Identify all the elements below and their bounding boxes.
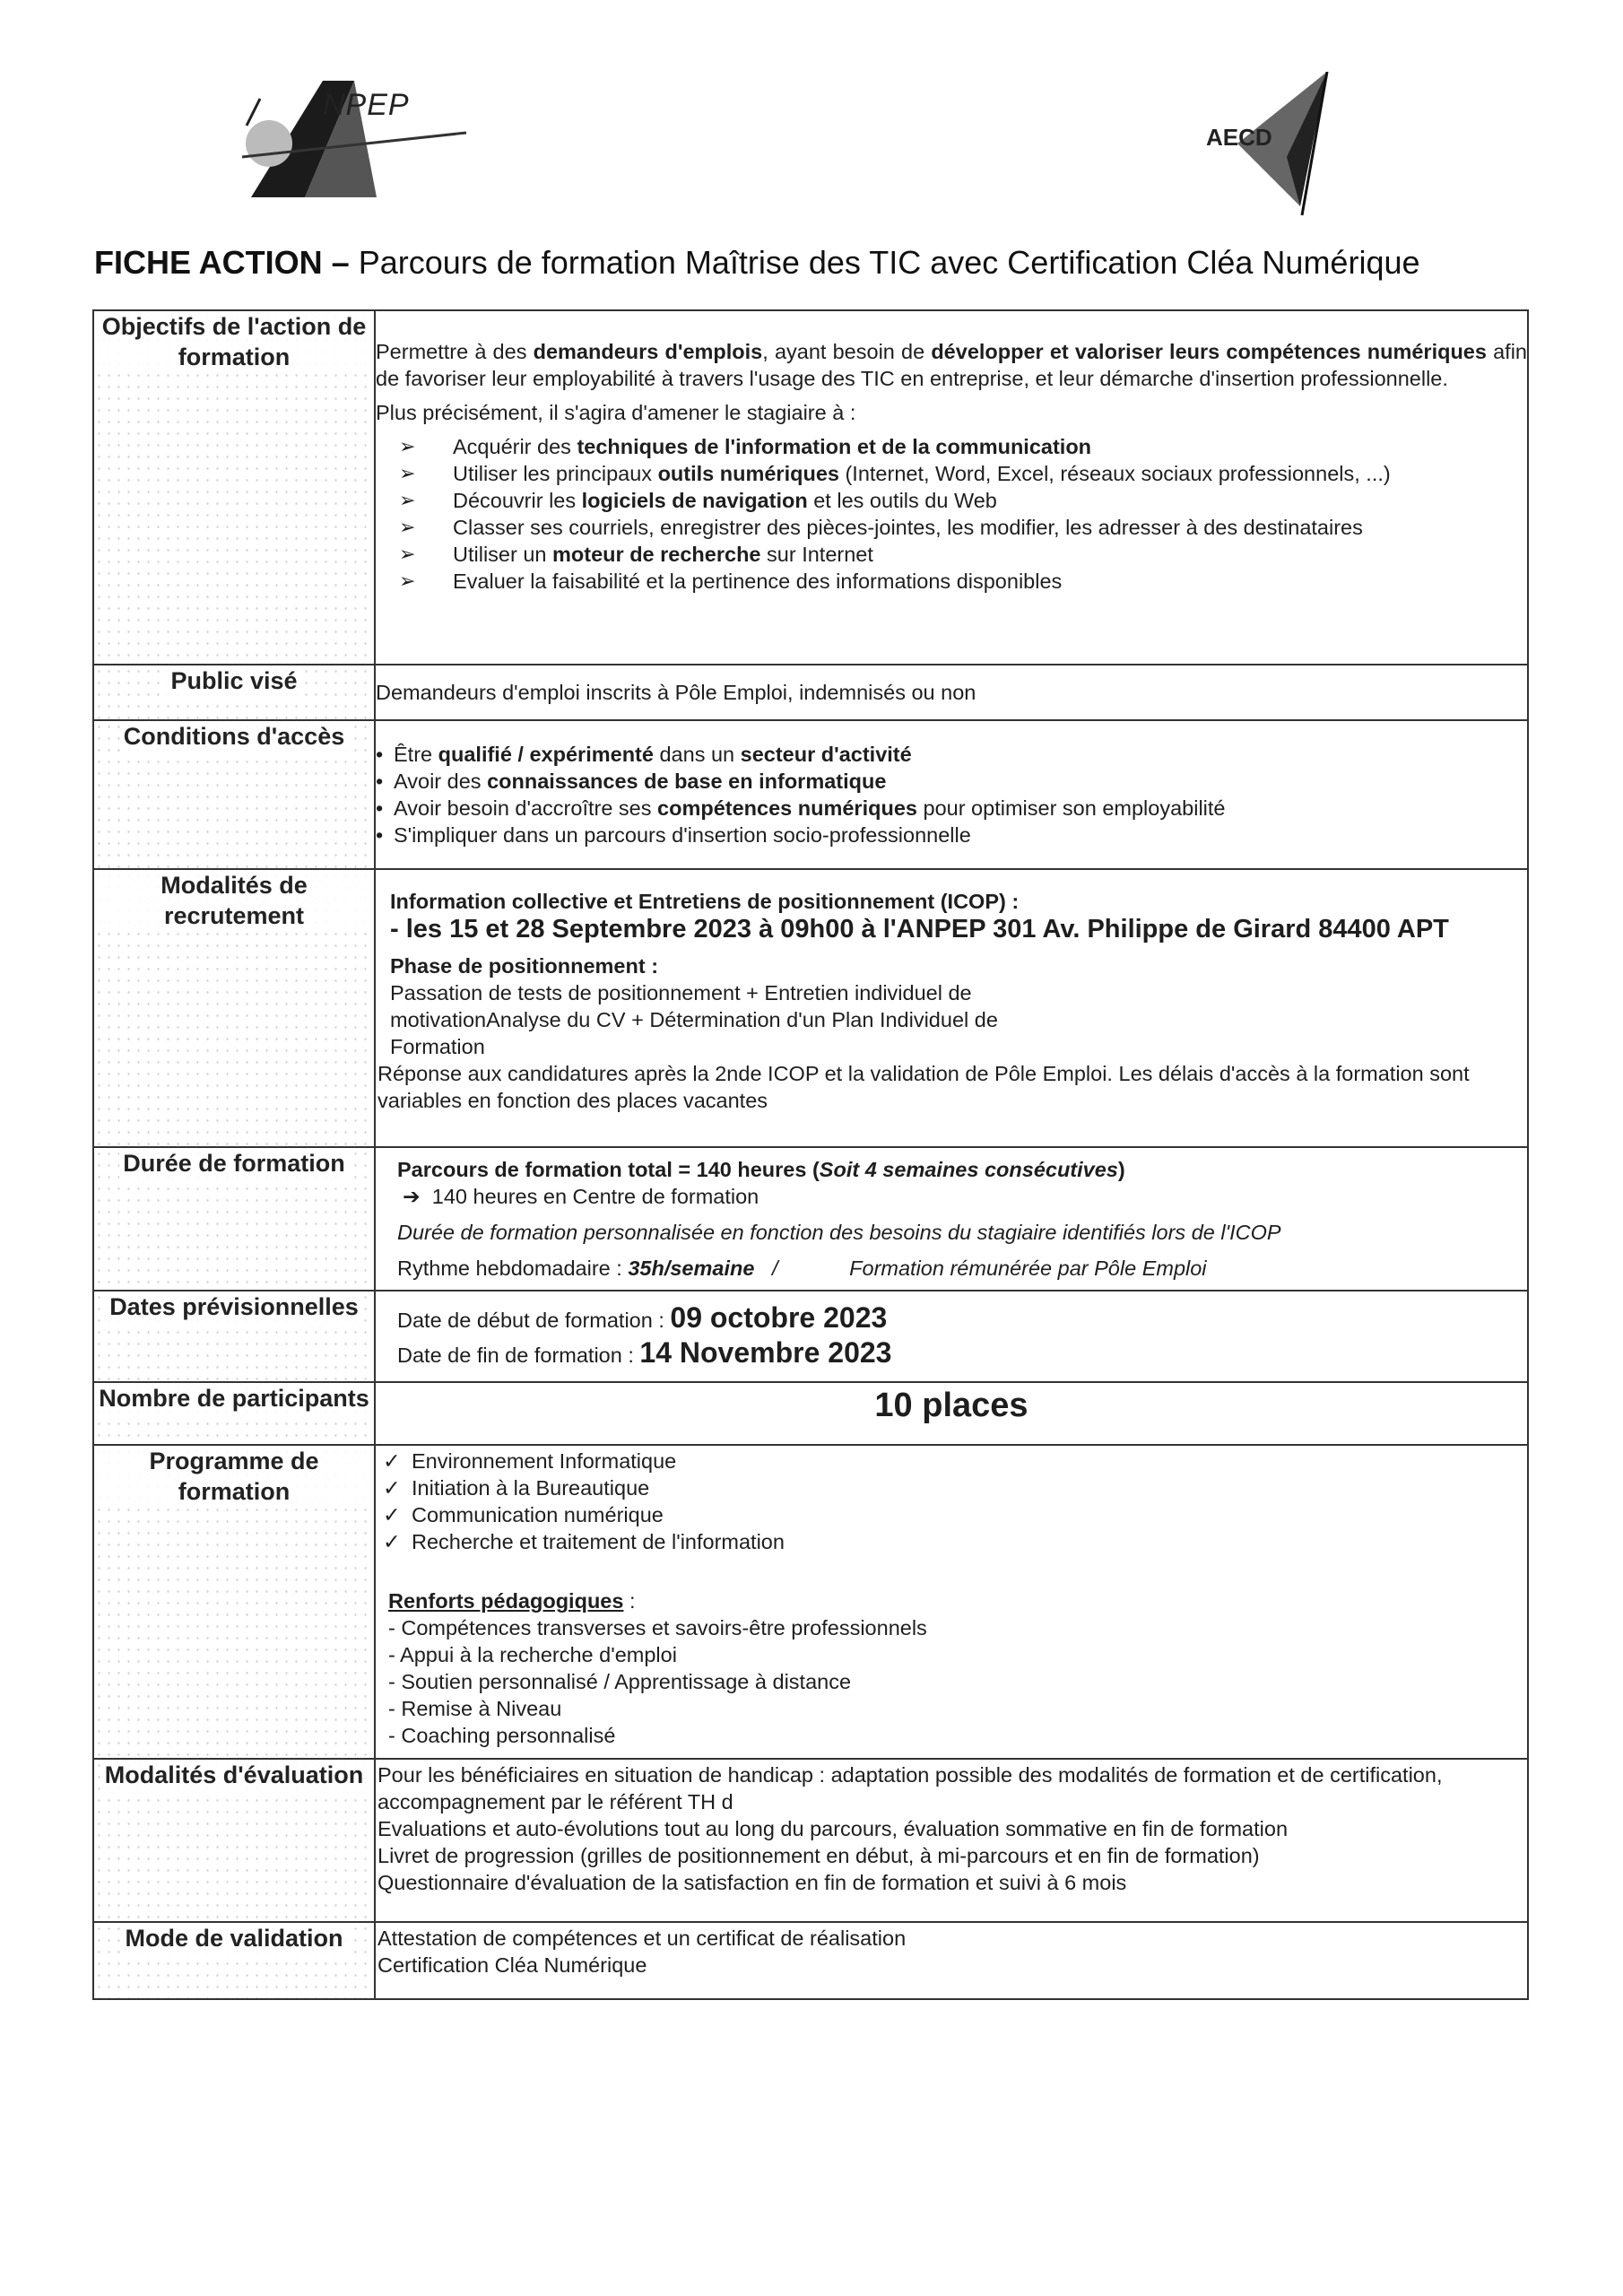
programme-modules <box>376 1448 1527 1555</box>
content-dates <box>375 1291 1528 1382</box>
list-item: ➢ Evaluer la faisabilité et la pertinence des informations disponibles <box>399 570 1063 593</box>
aecd-logo <box>1202 72 1336 224</box>
label-conditions: Conditions d'accès <box>93 720 375 869</box>
content-duree <box>375 1147 1528 1291</box>
duree-perso: Durée de formation personnalisée en fonction des besoins du stagiaire identifiés lors de l'ICOP <box>397 1221 1281 1244</box>
arrowhead-bullet-icon: ➢ <box>399 489 416 511</box>
list-item: - Remise à Niveau <box>388 1697 562 1720</box>
date-debut: Date de début de formation : 09 octobre 2023 <box>397 1301 888 1334</box>
label-participants: Nombre de participants <box>93 1382 375 1445</box>
check-mark-icon: ✓ <box>383 1449 401 1473</box>
list-item: ✓ Communication numérique <box>383 1503 664 1526</box>
content-programme <box>375 1445 1528 1759</box>
list-item: • Être qualifié / expérimenté dans un secteur d'activité <box>376 741 1527 768</box>
list-item: • Avoir besoin d'accroître ses compétences numériques pour optimiser son employabilité <box>376 795 1527 822</box>
date-fin: Date de fin de formation : 14 Novembre 2023 <box>397 1336 892 1369</box>
list-item: • Avoir des connaissances de base en informatique <box>376 768 1527 795</box>
icop-dates: - les 15 et 28 Septembre 2023 à 09h00 à l'ANPEP 301 Av. Philippe de Girard 84400 APT <box>390 915 1449 944</box>
label-dates: Dates prévisionnelles <box>93 1291 375 1382</box>
reponse-text: Réponse aux candidatures après la 2nde ICOP et la validation de Pôle Emploi. Les délais d'accès à la formation sont variables en fonction des places vacantes <box>378 1062 1470 1112</box>
icop-title: Information collective et Entretiens de positionnement (ICOP) : <box>390 890 1020 913</box>
evaluation-line: Pour les bénéficiaires en situation de handicap : adaptation possible des modalités de formation et de certification, accompagnement par le référent TH d <box>378 1763 1443 1813</box>
title-parcours: Parcours de formation Maîtrise des TIC avec Certification Cléa Numérique <box>358 244 1420 281</box>
list-item: ➢ Utiliser les principaux outils numériques (Internet, Word, Excel, réseaux sociaux professionnels, ...) <box>399 462 1391 485</box>
content-participants <box>375 1382 1528 1445</box>
list-item: ✓ Initiation à la Bureautique <box>383 1476 650 1500</box>
check-mark-icon: ✓ <box>383 1476 401 1500</box>
title-fiche-action: FICHE ACTION <box>94 244 323 281</box>
phase-text-1: Passation de tests de positionnement + Entretien individuel de <box>390 981 972 1004</box>
page-title <box>94 244 1547 282</box>
duree-rythme: Rythme hebdomadaire : 35h/semaine / Formation rémunérée par Pôle Emploi <box>397 1257 1207 1280</box>
content-validation <box>375 1922 1528 1999</box>
list-item: ➢ Classer ses courriels, enregistrer des pièces-jointes, les modifier, les adresser à des destinataires <box>399 516 1363 539</box>
label-validation: Mode de validation <box>93 1922 375 1999</box>
list-item: ➢ Utiliser un moteur de recherche sur Internet <box>399 543 873 566</box>
aecd-wordmark: AECD <box>1206 124 1272 151</box>
label-public: Public visé <box>93 665 375 720</box>
content-objectifs <box>375 310 1528 665</box>
objectifs-precisement: Plus précisément, il s'agira d'amener le stagiaire à : <box>376 401 856 424</box>
row-evaluation <box>93 1759 1528 1922</box>
content-recrutement <box>375 869 1528 1147</box>
validation-line: Certification Cléa Numérique <box>378 1953 647 1977</box>
content-public: Demandeurs d'emploi inscrits à Pôle Emploi, indemnisés ou non <box>375 665 1528 720</box>
phase-text-2: motivationAnalyse du CV + Détermination d'un Plan Individuel de <box>390 1008 998 1031</box>
row-conditions <box>93 720 1528 869</box>
arrowhead-bullet-icon: ➢ <box>399 462 416 484</box>
evaluation-line: Questionnaire d'évaluation de la satisfaction en fin de formation et suivi à 6 mois <box>378 1871 1127 1894</box>
list-item: - Compétences transverses et savoirs-être professionnels <box>388 1616 927 1639</box>
anpep-logo <box>197 72 484 206</box>
content-conditions <box>375 720 1528 869</box>
label-duree: Durée de formation <box>93 1147 375 1291</box>
row-duree <box>93 1147 1528 1291</box>
label-objectifs: Objectifs de l'action de formation <box>93 310 375 665</box>
label-recrutement: Modalités de recrutement <box>93 869 375 1147</box>
renforts-title: Renforts pédagogiques : <box>388 1589 636 1613</box>
evaluation-line: Evaluations et auto-évolutions tout au long du parcours, évaluation sommative en fin de formation <box>378 1817 1289 1840</box>
list-item: - Coaching personnalisé <box>388 1724 616 1747</box>
evaluation-line: Livret de progression (grilles de positionnement en début, à mi-parcours et en fin de formation) <box>378 1844 1260 1867</box>
objectifs-list <box>376 433 1527 595</box>
arrowhead-bullet-icon: ➢ <box>399 435 416 457</box>
right-arrow-icon: ➔ <box>403 1185 421 1208</box>
objectifs-intro: Permettre à des demandeurs d'emplois, ayant besoin de développer et valoriser leurs compétences numériques afin de favoriser leur employabilité à travers l'usage des TIC en entreprise, et leur démarche d'insertion professionnelle. <box>376 340 1528 390</box>
validation-line: Attestation de compétences et un certificat de réalisation <box>378 1926 907 1950</box>
list-item: - Appui à la recherche d'emploi <box>388 1643 677 1666</box>
check-mark-icon: ✓ <box>383 1530 401 1553</box>
row-public <box>93 665 1528 720</box>
list-item: ➢ Découvrir les logiciels de navigation et les outils du Web <box>399 489 997 512</box>
fiche-action-table <box>92 309 1529 2000</box>
row-objectifs <box>93 310 1528 665</box>
arrowhead-bullet-icon: ➢ <box>399 570 416 592</box>
phase-title: Phase de positionnement : <box>390 954 659 978</box>
arrowhead-bullet-icon: ➢ <box>399 543 416 565</box>
check-mark-icon: ✓ <box>383 1503 401 1526</box>
list-item: - Soutien personnalisé / Apprentissage à distance <box>388 1670 852 1693</box>
title-dash: – <box>322 244 359 281</box>
duree-total: Parcours de formation total = 140 heures (Soit 4 semaines consécutives) <box>397 1158 1125 1181</box>
participants-value: 10 places <box>874 1387 1028 1424</box>
content-evaluation <box>375 1759 1528 1922</box>
row-participants <box>93 1382 1528 1445</box>
conditions-list <box>376 741 1527 848</box>
row-dates <box>93 1291 1528 1382</box>
phase-text-3: Formation <box>390 1035 485 1058</box>
label-programme: Programme de formation <box>93 1445 375 1759</box>
row-recrutement <box>93 869 1528 1147</box>
list-item: ✓ Recherche et traitement de l'information <box>383 1530 785 1553</box>
renforts-list <box>376 1614 1527 1749</box>
anpep-wordmark: NPEP <box>323 88 410 122</box>
list-item: • S'impliquer dans un parcours d'insertion socio-professionnelle <box>376 822 1527 848</box>
duree-centre: ➔ 140 heures en Centre de formation <box>403 1185 759 1208</box>
arrowhead-bullet-icon: ➢ <box>399 516 416 538</box>
row-validation <box>93 1922 1528 1999</box>
row-programme <box>93 1445 1528 1759</box>
list-item: ✓ Environnement Informatique <box>383 1449 677 1473</box>
label-evaluation: Modalités d'évaluation <box>93 1759 375 1922</box>
list-item: ➢ Acquérir des techniques de l'information et de la communication <box>399 435 1092 458</box>
